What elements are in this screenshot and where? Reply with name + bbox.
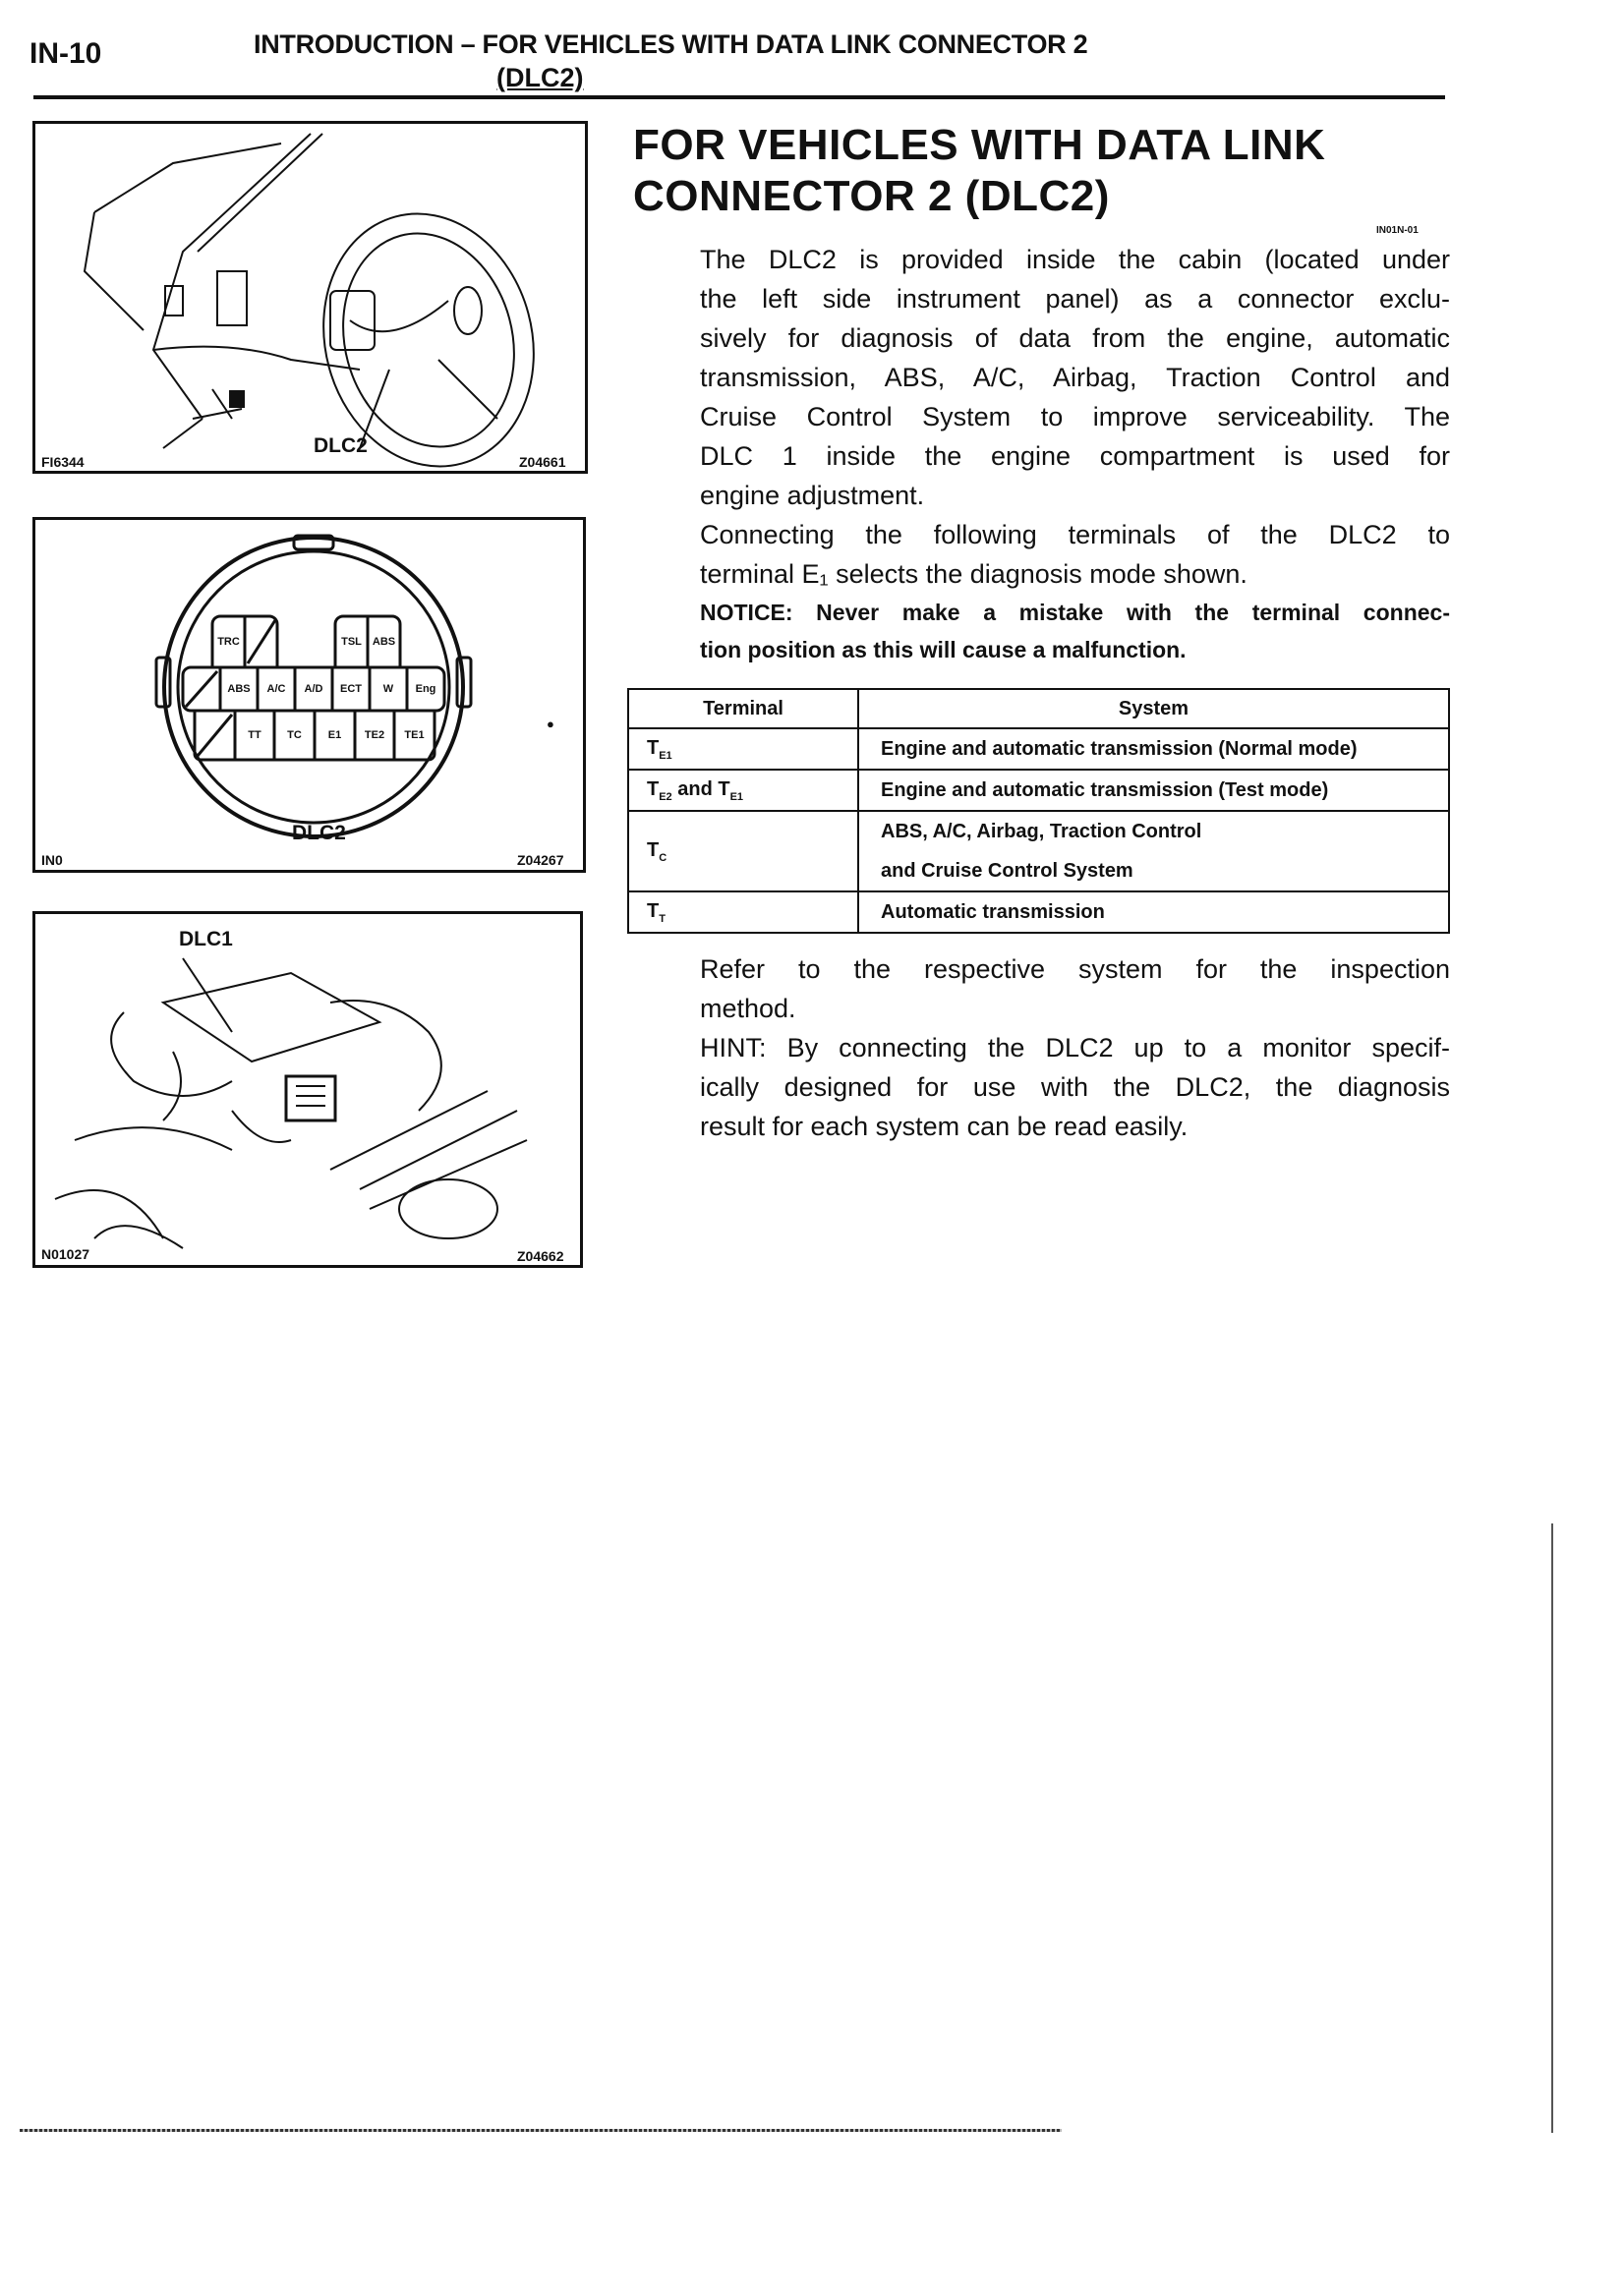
pin-label: A/C [266,683,286,695]
running-header: INTRODUCTION – FOR VEHICLES WITH DATA LINK CONNECTOR 2 [254,29,1088,59]
figure-label: DLC2 [314,434,368,457]
paragraph-intro [700,240,1450,668]
footer-rule [20,2129,1062,2132]
terminal-cell: $T_{E2}$ and $T_{E1}$ [628,770,858,811]
pin-label: W [382,683,394,695]
hint-line: ically designed for use with the DLC2, the diagnosis [700,1072,1450,1102]
reference-code: IN01N-01 [1376,225,1419,236]
text-line: engine adjustment. [700,481,925,510]
text-line: transmission, ABS, A/C, Airbag, Traction Control and [700,363,1450,392]
table-row [628,728,1449,770]
system-cell: ABS, A/C, Airbag, Traction Control and Cruise Control System [858,811,1449,891]
text-line: the left side instrument panel) as a connector exclu- [700,284,1450,314]
running-header-line2: (DLC2) [496,63,584,92]
section-title [633,120,1325,222]
pin-label: ECT [340,683,362,695]
terminal-cell: $T_T$ [628,891,858,933]
dashboard-illustration [35,124,585,471]
terminal-cell: $T_{E1}$ [628,728,858,770]
pin-label: ABS [227,683,251,695]
text-line: The DLC2 is provided inside the cabin (located under [700,245,1450,274]
system-cell: Engine and automatic transmission (Test mode) [858,770,1449,811]
section-title-line1: FOR VEHICLES WITH DATA LINK [633,121,1326,169]
notice-line: NOTICE: Never make a mistake with the terminal connec- [700,600,1450,625]
figure-code-right: Z04662 [517,1248,564,1264]
hint-line: HINT: By connecting the DLC2 up to a monitor specif- [700,1033,1450,1062]
text-line: Cruise Control System to improve serviceability. The [700,402,1450,431]
pin-label: ABS [372,636,396,648]
pin-label: TRC [217,636,240,648]
figure-mark: ● [547,717,554,731]
pin-label: TT [248,729,261,741]
figure-code-left: FI6344 [41,454,85,470]
paragraph-refer-hint [700,949,1450,1146]
pin-label: TC [287,729,302,741]
hint-line: result for each system can be read easily. [700,1112,1189,1141]
pin-label: A/D [304,683,323,695]
figure-code-left: N01027 [41,1246,90,1262]
margin-line [1551,1523,1553,2133]
table-row [628,891,1449,933]
figure-dashboard [32,121,588,474]
figure-label: DLC1 [179,928,233,950]
pin-label: Eng [415,683,436,695]
figure-code-right: Z04267 [517,852,564,868]
table-row [628,811,1449,891]
figure-code-left: IN0 [41,852,63,868]
table-header-row [628,689,1449,728]
pin-label: TSL [341,636,362,648]
text-line: Refer to the respective system for the inspection [700,954,1450,984]
system-cell: Engine and automatic transmission (Normal mode) [858,728,1449,770]
text-line: DLC 1 inside the engine compartment is used for [700,441,1450,471]
figure-dlc2-connector [32,517,586,873]
pin-label: TE1 [404,729,425,741]
terminal-system-table [627,688,1450,934]
column-header-terminal: Terminal [628,689,858,728]
text-line: Connecting the following terminals of the DLC2 to [700,520,1450,549]
engine-dlc1-illustration [35,914,580,1265]
page-number: IN-10 [29,37,102,70]
table-row [628,770,1449,811]
text-line: terminal E₁ selects the diagnosis mode shown. [700,559,1247,589]
figure-label: DLC2 [292,822,346,844]
figure-code-right: Z04661 [519,454,566,470]
pin-label: E1 [327,729,342,741]
figure-engine-dlc1 [32,911,583,1268]
pin-label: TE2 [364,729,385,741]
column-header-system: System [858,689,1449,728]
system-cell: Automatic transmission [858,891,1449,933]
header-rule [33,95,1445,99]
section-title-line2: CONNECTOR 2 (DLC2) [633,172,1110,220]
text-line: sively for diagnosis of data from the engine, automatic [700,323,1450,353]
text-line: method. [700,994,796,1023]
terminal-cell: $T_C$ [628,811,858,891]
notice-line: tion position as this will cause a malfunction. [700,637,1187,662]
